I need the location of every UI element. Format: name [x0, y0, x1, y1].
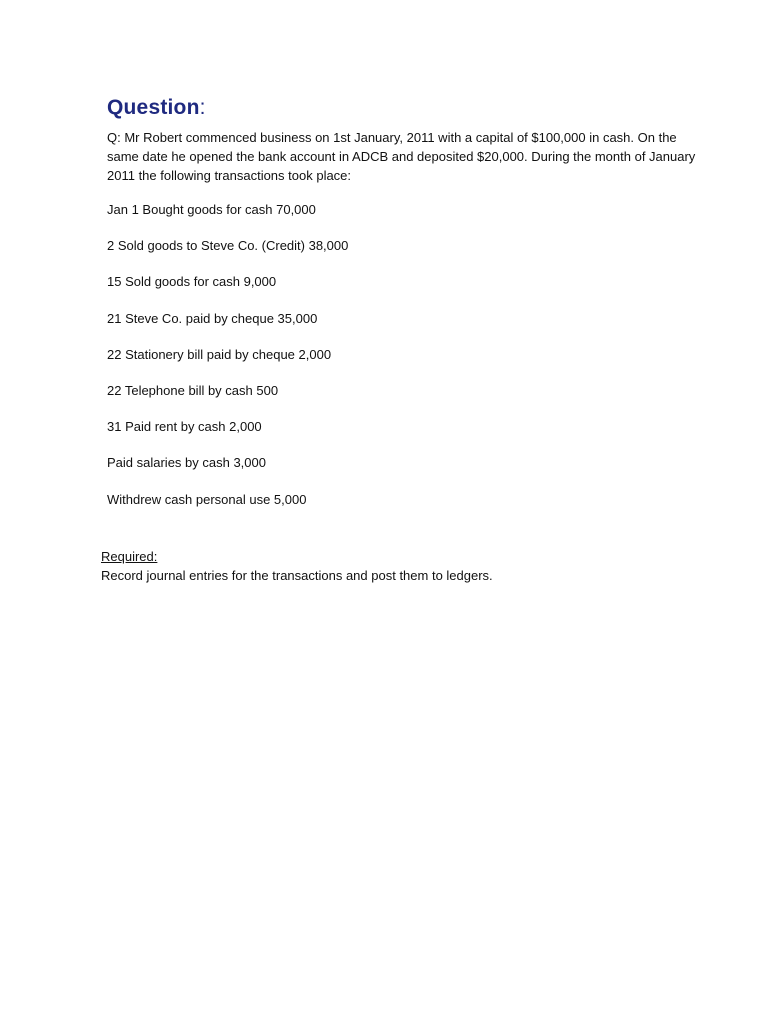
transaction-item: 21 Steve Co. paid by cheque 35,000 — [107, 310, 318, 326]
transaction-item: 15 Sold goods for cash 9,000 — [107, 274, 277, 290]
transaction-item: 22 Telephone bill by cash 500 — [107, 382, 279, 398]
question-heading — [107, 96, 206, 120]
transaction-item: Jan 1 Bought goods for cash 70,000 — [107, 202, 316, 217]
question-intro: Q: Mr Robert commenced business on 1st January, 2011 with a capital of $100,000 in cash. On the same date he opened the bank account in ADCB and deposited $20,000. During the month of January 2011 the following transactions took place: — [107, 130, 696, 183]
transaction-item: Paid salaries by cash 3,000 — [107, 455, 266, 471]
question-heading-colon: : — [199, 96, 206, 119]
question-heading-text: Question — [107, 96, 200, 119]
required-label: Required: — [101, 549, 158, 564]
transaction-item: 2 Sold goods to Steve Co. (Credit) 38,000 — [107, 238, 349, 254]
transaction-item: 22 Stationery bill paid by cheque 2,000 — [107, 346, 332, 362]
transaction-list — [107, 201, 348, 527]
required-text: Record journal entries for the transactions and post them to ledgers. — [101, 568, 493, 583]
transaction-item: Withdrew cash personal use 5,000 — [107, 491, 307, 507]
transaction-item: 31 Paid rent by cash 2,000 — [107, 419, 262, 435]
